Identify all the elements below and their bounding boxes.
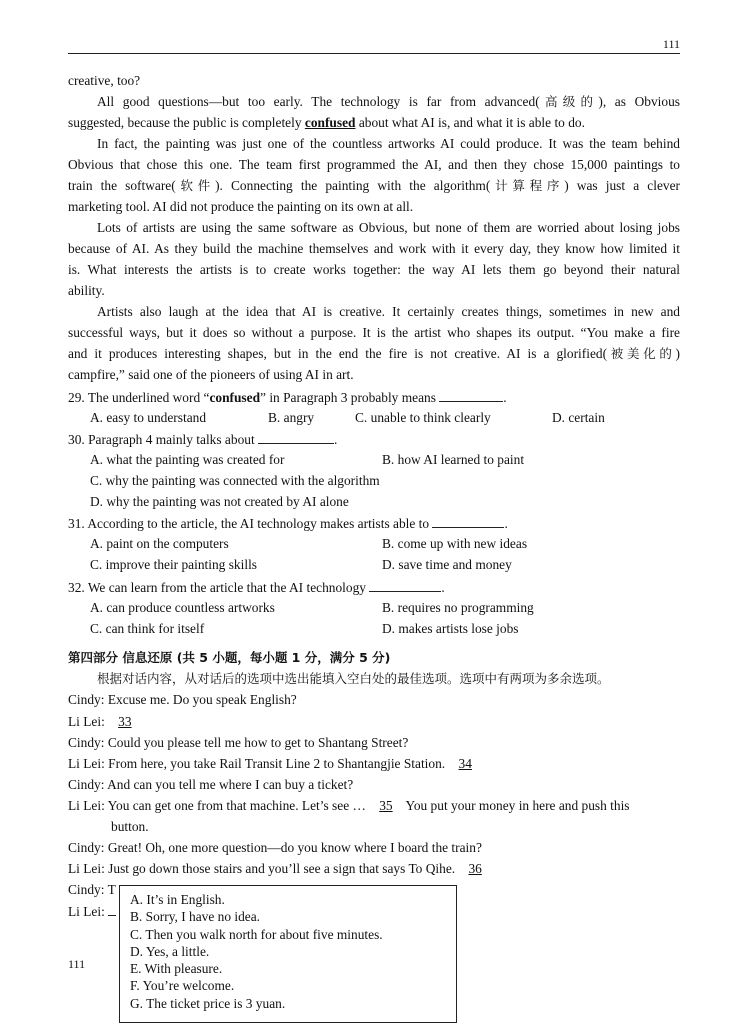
choice-option[interactable]: A. It’s in English.	[130, 892, 225, 907]
dialogue-line: Cindy: Great! Oh, one more question—do you know where I board the train?	[68, 840, 482, 855]
question-32-option[interactable]: C. can think for itself	[90, 621, 205, 636]
blank-36[interactable]: 36	[468, 861, 482, 876]
question-30-option[interactable]: B. how AI learned to paint	[382, 452, 525, 467]
choice-option[interactable]: D. Yes, a little.	[130, 943, 210, 959]
dialogue-line: button.	[111, 819, 149, 834]
question-29-option[interactable]: C. unable to think clearly	[355, 410, 491, 425]
question-30-option[interactable]: A. what the painting was created for	[90, 452, 285, 467]
question-32-stem: 32. We can learn from the article that the AI technology .	[68, 580, 445, 595]
question-31-option[interactable]: A. paint on the computers	[90, 536, 229, 551]
blank-34[interactable]: 34	[458, 756, 472, 771]
question-31-option[interactable]: B. come up with new ideas	[382, 536, 528, 551]
question-32-option[interactable]: A. can produce countless artworks	[90, 600, 275, 615]
header-rule	[68, 53, 680, 54]
question-31-option[interactable]: D. save time and money	[382, 557, 512, 572]
dialogue-line: Li Lei:	[68, 903, 680, 920]
passage-line: train the software(软件). Connecting the painting with the algorithm(计算程序) was just a clever	[68, 178, 680, 193]
page-number-footer: 111	[68, 957, 86, 971]
dialogue-line: Li Lei: From here, you take Rail Transit Line 2 to Shantangjie Station. 34	[68, 756, 680, 772]
dialogue-line: Li Lei: You can get one from that machine. Let’s see … 35 You put your money in here and push this	[68, 798, 630, 813]
dialogue-line: Li Lei: 33	[68, 714, 680, 730]
passage-line: All good questions—but too early. The technology is far from advanced(高级的), as Obvious	[97, 94, 680, 109]
underlined-word: confused	[304, 115, 356, 130]
passage-line: In fact, the painting was just one of the countless artworks AI could produce. It was the team behind	[97, 136, 680, 151]
section-4-title: 第四部分 信息还原 (共 5 小题，每小题 1 分，满分 5 分)	[68, 650, 391, 665]
choices-box	[119, 885, 457, 1023]
passage-line: creative, too?	[68, 73, 141, 88]
passage-line: ability.	[68, 283, 105, 298]
dialogue-line: Cindy: Excuse me. Do you speak English?	[68, 692, 297, 707]
question-29-stem: 29. The underlined word “confused” in Paragraph 3 probably means .	[68, 390, 507, 405]
question-30-option[interactable]: D. why the painting was not created by AI alone	[90, 494, 349, 509]
question-29-option[interactable]: A. easy to understand	[90, 410, 207, 425]
passage-line: Artists also laugh at the idea that AI is creative. It certainly creates things, sometimes in new and	[97, 304, 680, 319]
passage-line: Lots of artists are using the same software as Obvious, but none of them are worried about losing jobs	[97, 220, 680, 235]
dialogue-line: Li Lei: Just go down those stairs and you’ll see a sign that says To Qihe. 36	[68, 861, 680, 877]
choice-option[interactable]: F. You’re welcome.	[130, 978, 235, 994]
choice-option[interactable]: E. With pleasure.	[130, 961, 223, 977]
dialogue-line: Cindy: T	[68, 882, 116, 897]
choice-option[interactable]: G. The ticket price is 3 yuan.	[130, 995, 286, 1011]
question-31-option[interactable]: C. improve their painting skills	[90, 557, 257, 572]
passage-line: successful ways, but it does so without a purpose. It is the artist who shapes its output. “You make a fire	[68, 325, 680, 340]
question-32-option[interactable]: D. makes artists lose jobs	[382, 621, 519, 636]
question-32-option[interactable]: B. requires no programming	[382, 600, 534, 615]
blank-35[interactable]: 35	[379, 798, 393, 813]
passage-line: because of AI. As they build the machine themselves and work with it every day, they know how limited it	[68, 241, 680, 256]
choice-option[interactable]: C. Then you walk north for about five minutes.	[130, 926, 383, 942]
passage-line: marketing tool. AI did not produce the painting on its own at all.	[68, 199, 414, 214]
passage-line: and it produces interesting shapes, but in the end the fire is not creative. AI is a glorified(被美化的)	[68, 346, 680, 361]
passage-line: suggested, because the public is completely confused about what AI is, and what it is able to do.	[68, 115, 585, 130]
passage-line: campfire,” said one of the pioneers of using AI in art.	[68, 367, 354, 382]
question-30-option[interactable]: C. why the painting was connected with the algorithm	[90, 473, 380, 488]
blank-33[interactable]: 33	[118, 714, 132, 729]
passage-line: is. What interests the artists is to create works together: the way AI lets them go beyond their natural	[68, 262, 680, 277]
question-30-stem: 30. Paragraph 4 mainly talks about .	[68, 432, 338, 447]
dialogue-line: Cindy: And can you tell me where I can buy a ticket?	[68, 777, 354, 792]
section-4-instruction: 根据对话内容，从对话后的选项中选出能填入空白处的最佳选项。选项中有两项为多余选项。	[97, 671, 610, 686]
question-29-option[interactable]: B. angry	[268, 410, 315, 425]
dialogue-line: Cindy: Could you please tell me how to get to Shantang Street?	[68, 735, 409, 750]
question-29-option[interactable]: D. certain	[552, 410, 605, 425]
passage-line: Obvious that chose this one. The team first programmed the AI, and then they chose 15,000 paintings to	[68, 157, 680, 172]
question-31-stem: 31. According to the article, the AI technology makes artists able to .	[68, 516, 508, 531]
page-number-header: 111	[662, 37, 680, 51]
choice-option[interactable]: B. Sorry, I have no idea.	[130, 909, 261, 925]
